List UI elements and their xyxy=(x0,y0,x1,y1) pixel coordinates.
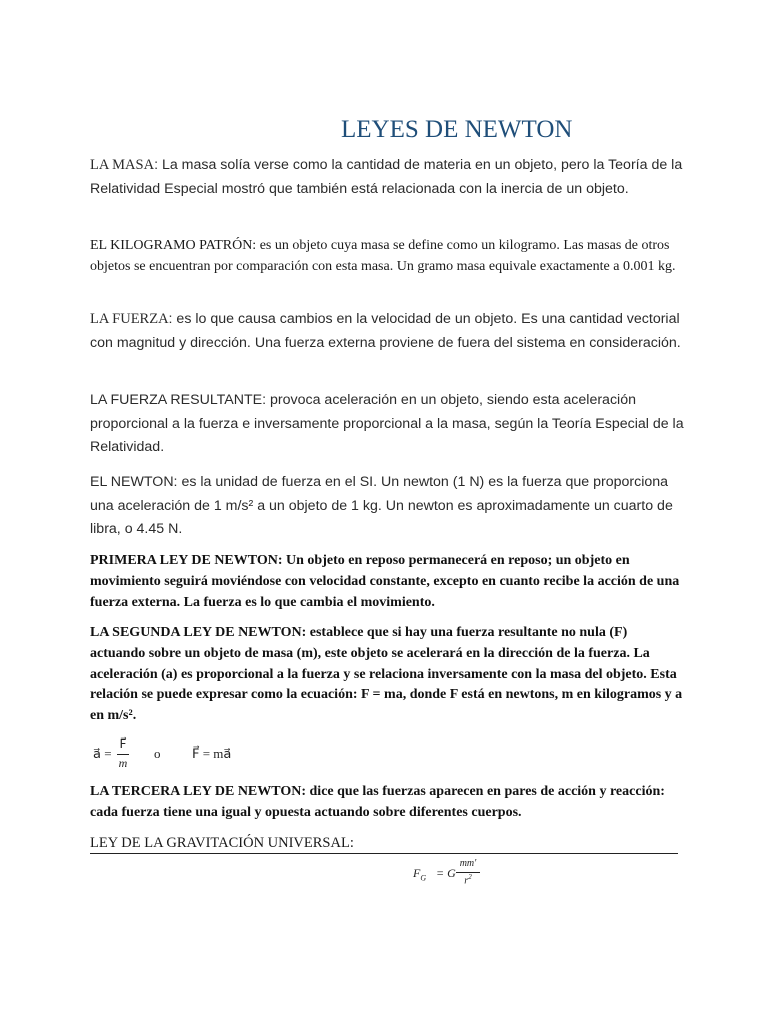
paragraph-fuerza xyxy=(90,308,684,355)
grav-lhs: $F_G$ xyxy=(413,866,427,883)
eq1-denominator: m xyxy=(118,756,128,770)
page-title: LEYES DE NEWTON xyxy=(341,116,573,143)
paragraph-segunda-ley: LA SEGUNDA LEY DE NEWTON: establece que si hay una fuerza resultante no nula (F) actuando sobre un objeto de masa (m), este objeto se acelerará en la dirección de la fuerza. La aceleración (a) es proporcional a la fuerza y se relaciona inversamente con la masa del objeto. Esta relación se puede expresar como la ecuación: F = ma, donde F está en newtons, m en kilogramos y a en m/s². xyxy=(90,625,683,724)
eq1-lhs: a⃗ = xyxy=(93,746,112,761)
paragraph-tercera-ley: LA TERCERA LEY DE NEWTON: dice que las fuerzas aparecen en pares de acción y reacción: cada fuerza tiene una igual y opuesta actuando sobre diferentes cuerpos. xyxy=(90,784,665,820)
equation-second-law xyxy=(93,737,293,773)
paragraph-primera-ley: PRIMERA LEY DE NEWTON: Un objeto en reposo permanecerá en reposo; un objeto en movimiento seguirá moviéndose con velocidad constante, excepto en cuanto recibe la acción de una fuerza externa. La fuerza es lo que cambia el movimiento. xyxy=(90,553,680,610)
text-masa: : La masa solía verse como la cantidad de materia en un objeto, pero la Teoría de la Relatividad Especial mostró que también está relacionada con la inercia de un objeto. xyxy=(90,157,683,197)
eq1-fraction-bar xyxy=(117,754,129,755)
eq2: F⃗ = ma⃗ xyxy=(192,746,232,761)
grav-denominator: $r^2$ xyxy=(464,873,472,887)
term-fuerza: LA FUERZA xyxy=(90,311,169,327)
eq-or: o xyxy=(154,746,161,761)
eq1-numerator: F⃗ xyxy=(119,737,127,751)
paragraph-kilogramo: EL KILOGRAMO PATRÓN: es un objeto cuya masa se define como un kilogramo. Las masas de otros objetos se encuentran por comparación con esta masa. Un gramo masa equivale exactamente a 0.001 kg. xyxy=(90,238,676,274)
text-fuerza: : es lo que causa cambios en la velocidad de un objeto. Es una cantidad vectorial con magnitud y dirección. Una fuerza externa proviene de fuera del sistema en consideración. xyxy=(90,311,681,351)
equation-gravitation xyxy=(413,858,503,890)
grav-mid: = G xyxy=(433,866,456,880)
paragraph-newton: EL NEWTON: es la unidad de fuerza en el SI. Un newton (1 N) es la fuerza que proporciona una aceleración de 1 m/s² a un objeto de 1 kg. Un newton es aproximadamente un cuarto de libra, o 4.45 N. xyxy=(90,474,673,537)
term-masa: LA MASA xyxy=(90,157,155,173)
grav-numerator: mm' xyxy=(459,858,477,869)
paragraph-fuerza-resultante: LA FUERZA RESULTANTE: provoca aceleración en un objeto, siendo esta aceleración proporcional a la fuerza e inversamente proporcional a la masa, según la Teoría Especial de la Relatividad. xyxy=(90,392,684,455)
gravitation-heading: LEY DE LA GRAVITACIÓN UNIVERSAL: xyxy=(90,834,678,854)
paragraph-masa xyxy=(90,154,684,201)
